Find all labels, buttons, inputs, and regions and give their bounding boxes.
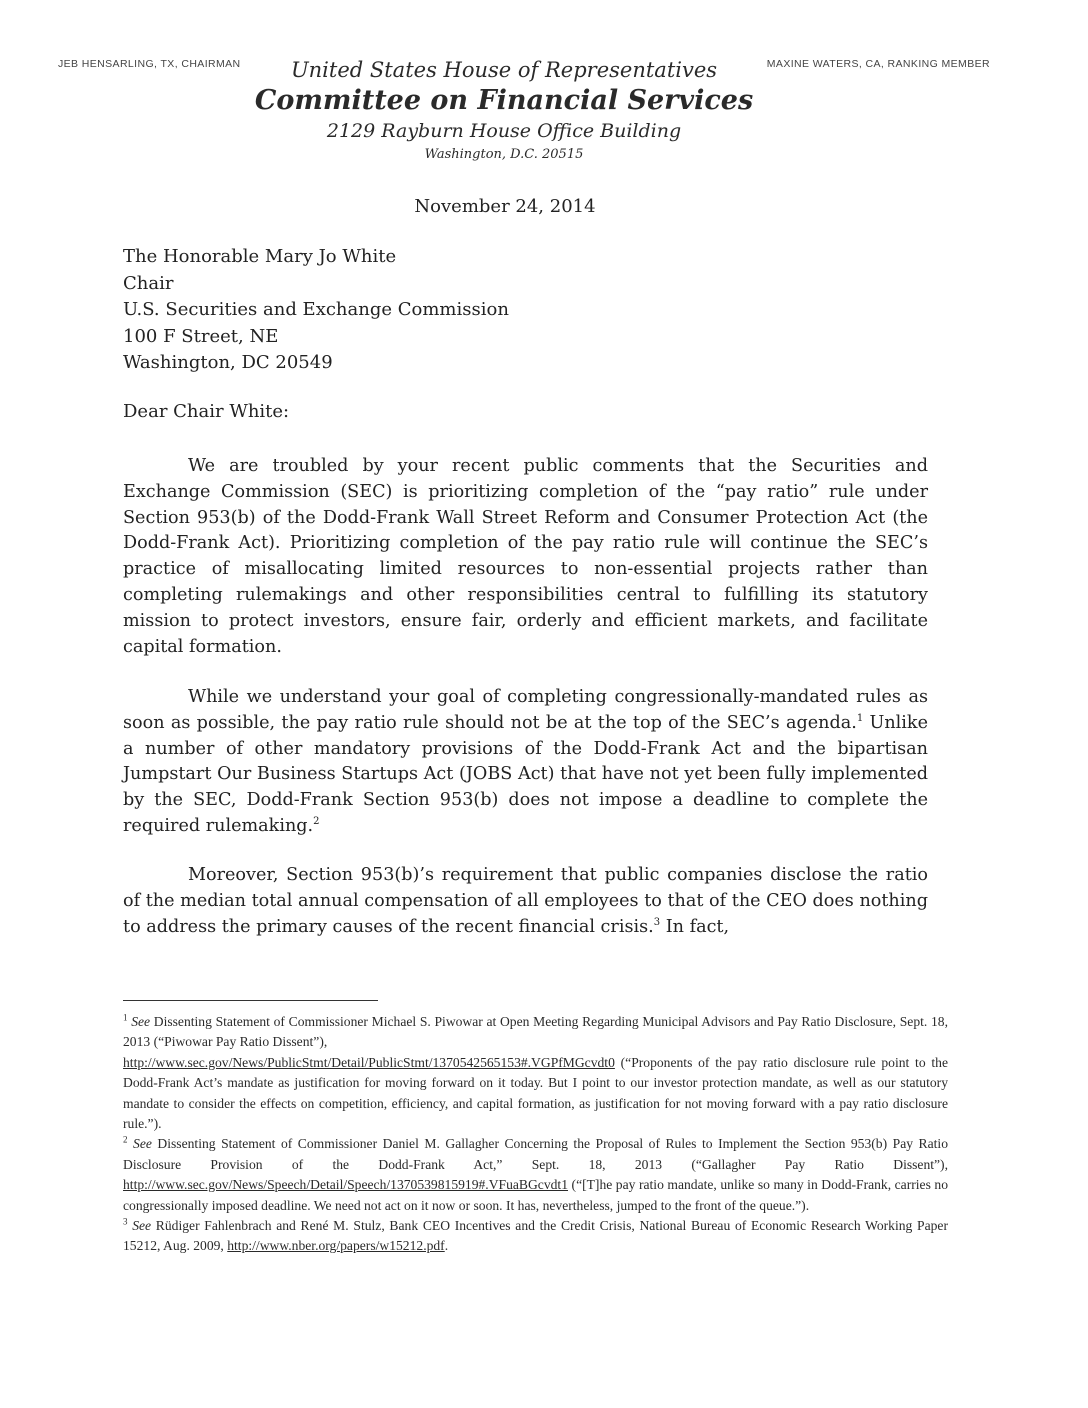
footnote-link[interactable]: http://www.nber.org/papers/w15212.pdf (227, 1238, 445, 1254)
footnote-link[interactable]: http://www.sec.gov/News/PublicStmt/Detail/PublicStmt/1370542565153#.VGPfMGcvdt0 (123, 1054, 615, 1070)
paragraph-text: We are troubled by your recent public comments that the Securities and Exchange Commission (SEC) is prioritizing completion of the “pay ratio” rule under Section 953(b) of the Dodd-Frank Wall Street Reform and Consumer Protection Act (the Dodd-Frank Act). Prioritizing completion of the pay ratio rule will continue the SEC’s practice of misallocating limited resources to non-essential projects rather than completing rulemakings and other responsibilities central to fulfilling its statutory mission to protect investors, ensure fair, orderly and efficient markets, and facilitate capital formation. (123, 456, 928, 657)
footnote-link[interactable]: http://www.sec.gov/News/Speech/Detail/Speech/1370539815919#.VFuaBGcvdt1 (123, 1177, 569, 1193)
footnote-text: . (444, 1238, 449, 1254)
paragraph-text-part: Unlike a number of other mandatory provisions of the Dodd-Frank Act and the bipartisan Jumpstart Our Business Startups Act (JOBS Act) that have not yet been fully implemented by the SEC, Dodd-Frank Section 953(b) does not impose a deadline to complete the required rulemaking. (123, 712, 928, 836)
footnote-text: (“Proponents of the pay ratio disclosure rule point to the Dodd-Frank Act’s mandate as justification for moving forward on it today. But I point to our investor protection mandate, as well as our statutory mandate to consider the effects on competition, efficiency, and capital formation, as justification for not moving forward with a pay ratio disclosure rule.”). (123, 1054, 948, 1132)
footnote-ref[interactable]: 2 (313, 816, 320, 828)
paragraph-text-part: While we understand your goal of completing congressionally-mandated rules as soon as possible, the pay ratio rule should not be at the top of the SEC’s agenda. (123, 687, 928, 733)
body-paragraph-3 (123, 863, 928, 940)
letterhead (0, 56, 1008, 166)
footnote-signal: See (133, 1136, 152, 1152)
ranking-member-name: MAXINE WATERS, CA, RANKING MEMBER (766, 58, 990, 70)
footnote-number: 3 (123, 1216, 128, 1227)
chairman-name: JEB HENSARLING, TX, CHAIRMAN (58, 58, 241, 70)
footnote-text: Rüdiger Fahlenbrach and René M. Stulz, Bank CEO Incentives and the Credit Crisis, National Bureau of Economic Research Working Paper 15212, Aug. 2009, (123, 1218, 948, 1254)
footnote-number: 1 (123, 1012, 128, 1023)
paragraph-text (123, 685, 928, 840)
footnote-text: Dissenting Statement of Commissioner Daniel M. Gallagher Concerning the Proposal of Rules to Implement the Section 953(b) Pay Ratio Disclosure Provision of the Dodd-Frank Act,” Sept. 18, 2013 (“Gallagher Pay Ratio Dissent”), (123, 1136, 949, 1172)
body-paragraph-2 (123, 685, 928, 840)
footnote-text: Dissenting Statement of Commissioner Michael S. Piwowar at Open Meeting Regarding Municipal Advisors and Pay Ratio Disclosure, Sept. 18, 2013 (“Piwowar Pay Ratio Dissent”), (123, 1014, 948, 1050)
footnote-2 (123, 1134, 948, 1216)
paragraph-text-part: In fact, (660, 916, 730, 937)
footnote-ref[interactable]: 1 (856, 712, 864, 724)
recipient-name: The Honorable Mary Jo White (123, 246, 397, 267)
recipient-org: U.S. Securities and Exchange Commission (123, 299, 509, 320)
footnote-1 (123, 1012, 948, 1134)
body-paragraph-1 (123, 454, 928, 660)
footnote-ref[interactable]: 3 (653, 916, 661, 928)
salutation: Dear Chair White: (123, 401, 290, 422)
paragraph-text-part: Moreover, Section 953(b)’s requirement that public companies disclose the ratio of the median total annual compensation of all employees to that of the CEO does nothing to address the primary causes of the recent financial crisis. (123, 865, 928, 937)
letterhead-house: United States House of Representatives (290, 58, 718, 82)
recipient-city: Washington, DC 20549 (123, 352, 333, 373)
footnote-signal: See (132, 1218, 152, 1234)
footnote-text: (“[T]he pay ratio mandate, unlike so many in Dodd-Frank, carries no congressionally imposed deadline. We need not act on it now or soon. It has, nevertheless, jumped to the front of the queue.”). (123, 1177, 948, 1213)
letterhead-city: Washington, D.C. 20515 (424, 147, 584, 162)
recipient-title: Chair (123, 272, 174, 294)
footnotes (123, 1012, 948, 1257)
footnote-divider (123, 1000, 378, 1001)
letterhead-committee: Committee on Financial Services (254, 85, 754, 116)
recipient-address (123, 244, 509, 377)
letterhead-building: 2129 Rayburn House Office Building (326, 120, 682, 142)
footnote-signal: See (131, 1014, 151, 1029)
footnote-3 (123, 1216, 948, 1257)
footnote-number: 2 (123, 1134, 128, 1145)
letter-date: November 24, 2014 (414, 196, 596, 217)
paragraph-text (123, 863, 928, 940)
recipient-street: 100 F Street, NE (123, 325, 279, 347)
